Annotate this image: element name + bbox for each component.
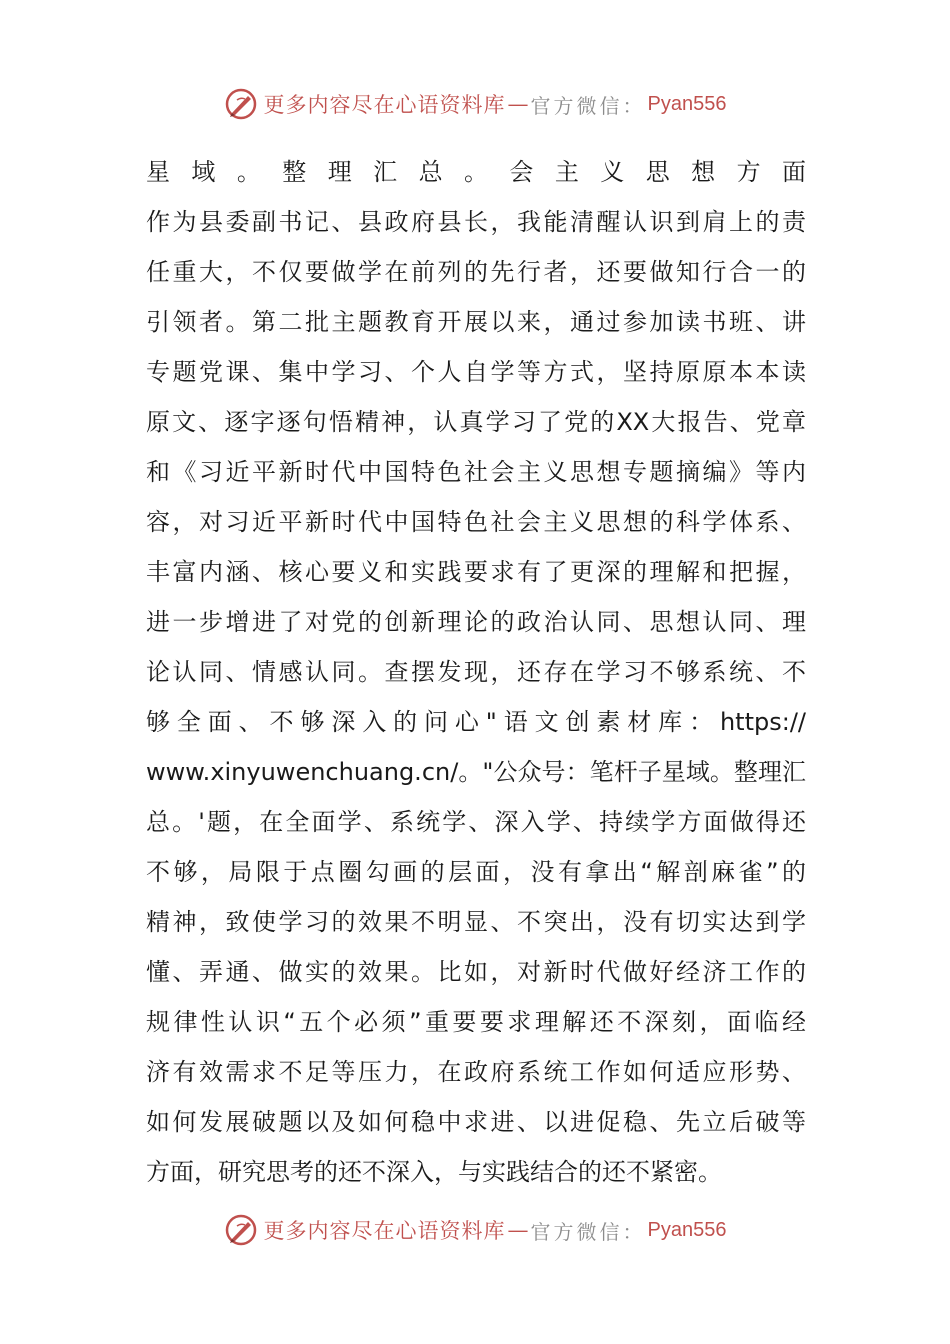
banner-account: Pyan556 bbox=[647, 92, 727, 115]
banner-separator: — bbox=[507, 1218, 529, 1242]
header-banner bbox=[0, 84, 950, 124]
text-line: 引领者。第二批主题教育开展以来，通过参加读书班、讲 bbox=[146, 308, 806, 336]
pen-logo-icon bbox=[224, 1213, 258, 1247]
text-line: 容，对习近平新时代中国特色社会主义思想的科学体系、 bbox=[146, 508, 806, 536]
text-line: 不够，局限于点圈勾画的层面，没有拿出“解剖麻雀”的 bbox=[146, 858, 806, 886]
text-line: 精神，致使学习的效果不明显、不突出，没有切实达到学 bbox=[146, 908, 806, 936]
text-line: 总。'题，在全面学、系统学、深入学、持续学方面做得还 bbox=[146, 808, 806, 836]
text-line: 专题党课、集中学习、个人自学等方式，坚持原原本本读 bbox=[146, 358, 806, 386]
banner-brand: 更多内容尽在心语资料库 bbox=[263, 1219, 506, 1243]
footer-banner bbox=[0, 1210, 950, 1250]
text-line: 星域。整理汇总。会主义思想方面 bbox=[146, 158, 806, 186]
text-line: 懂、弄通、做实的效果。比如，对新时代做好经济工作的 bbox=[146, 958, 806, 986]
text-line: 如何发展破题以及如何稳中求进、以进促稳、先立后破等 bbox=[146, 1108, 806, 1136]
text-line: 丰富内涵、核心要义和实践要求有了更深的理解和把握， bbox=[146, 558, 806, 586]
pen-logo-icon bbox=[224, 87, 258, 121]
text-line: 作为县委副书记、县政府县长，我能清醒认识到肩上的责 bbox=[146, 208, 806, 236]
banner-account: Pyan556 bbox=[647, 1218, 727, 1241]
text-line: 够全面、不够深入的问心"语文创素材库：https:// bbox=[146, 708, 806, 736]
banner-separator: — bbox=[507, 92, 529, 116]
text-line: 论认同、情感认同。查摆发现，还存在学习不够系统、不 bbox=[146, 658, 806, 686]
banner-brand: 更多内容尽在心语资料库 bbox=[263, 93, 506, 117]
text-line: 和《习近平新时代中国特色社会主义思想专题摘编》等内 bbox=[146, 458, 806, 486]
document-body bbox=[146, 147, 806, 1197]
banner-label: 官方微信： bbox=[530, 93, 646, 118]
text-line: 任重大，不仅要做学在前列的先行者，还要做知行合一的 bbox=[146, 258, 806, 286]
text-line: 原文、逐字逐句悟精神，认真学习了党的XX大报告、党章 bbox=[146, 408, 806, 436]
text-line: 方面，研究思考的还不深入，与实践结合的还不紧密。 bbox=[146, 1158, 722, 1186]
text-line: 济有效需求不足等压力，在政府系统工作如何适应形势、 bbox=[146, 1058, 806, 1086]
text-line: 规律性认识“五个必须”重要要求理解还不深刻，面临经 bbox=[146, 1008, 806, 1036]
text-line: 进一步增进了对党的创新理论的政治认同、思想认同、理 bbox=[146, 608, 806, 636]
banner-label: 官方微信： bbox=[530, 1219, 646, 1244]
text-line: www.xinyuwenchuang.cn/。"公众号：笔杆子星域。整理汇 bbox=[146, 758, 806, 786]
